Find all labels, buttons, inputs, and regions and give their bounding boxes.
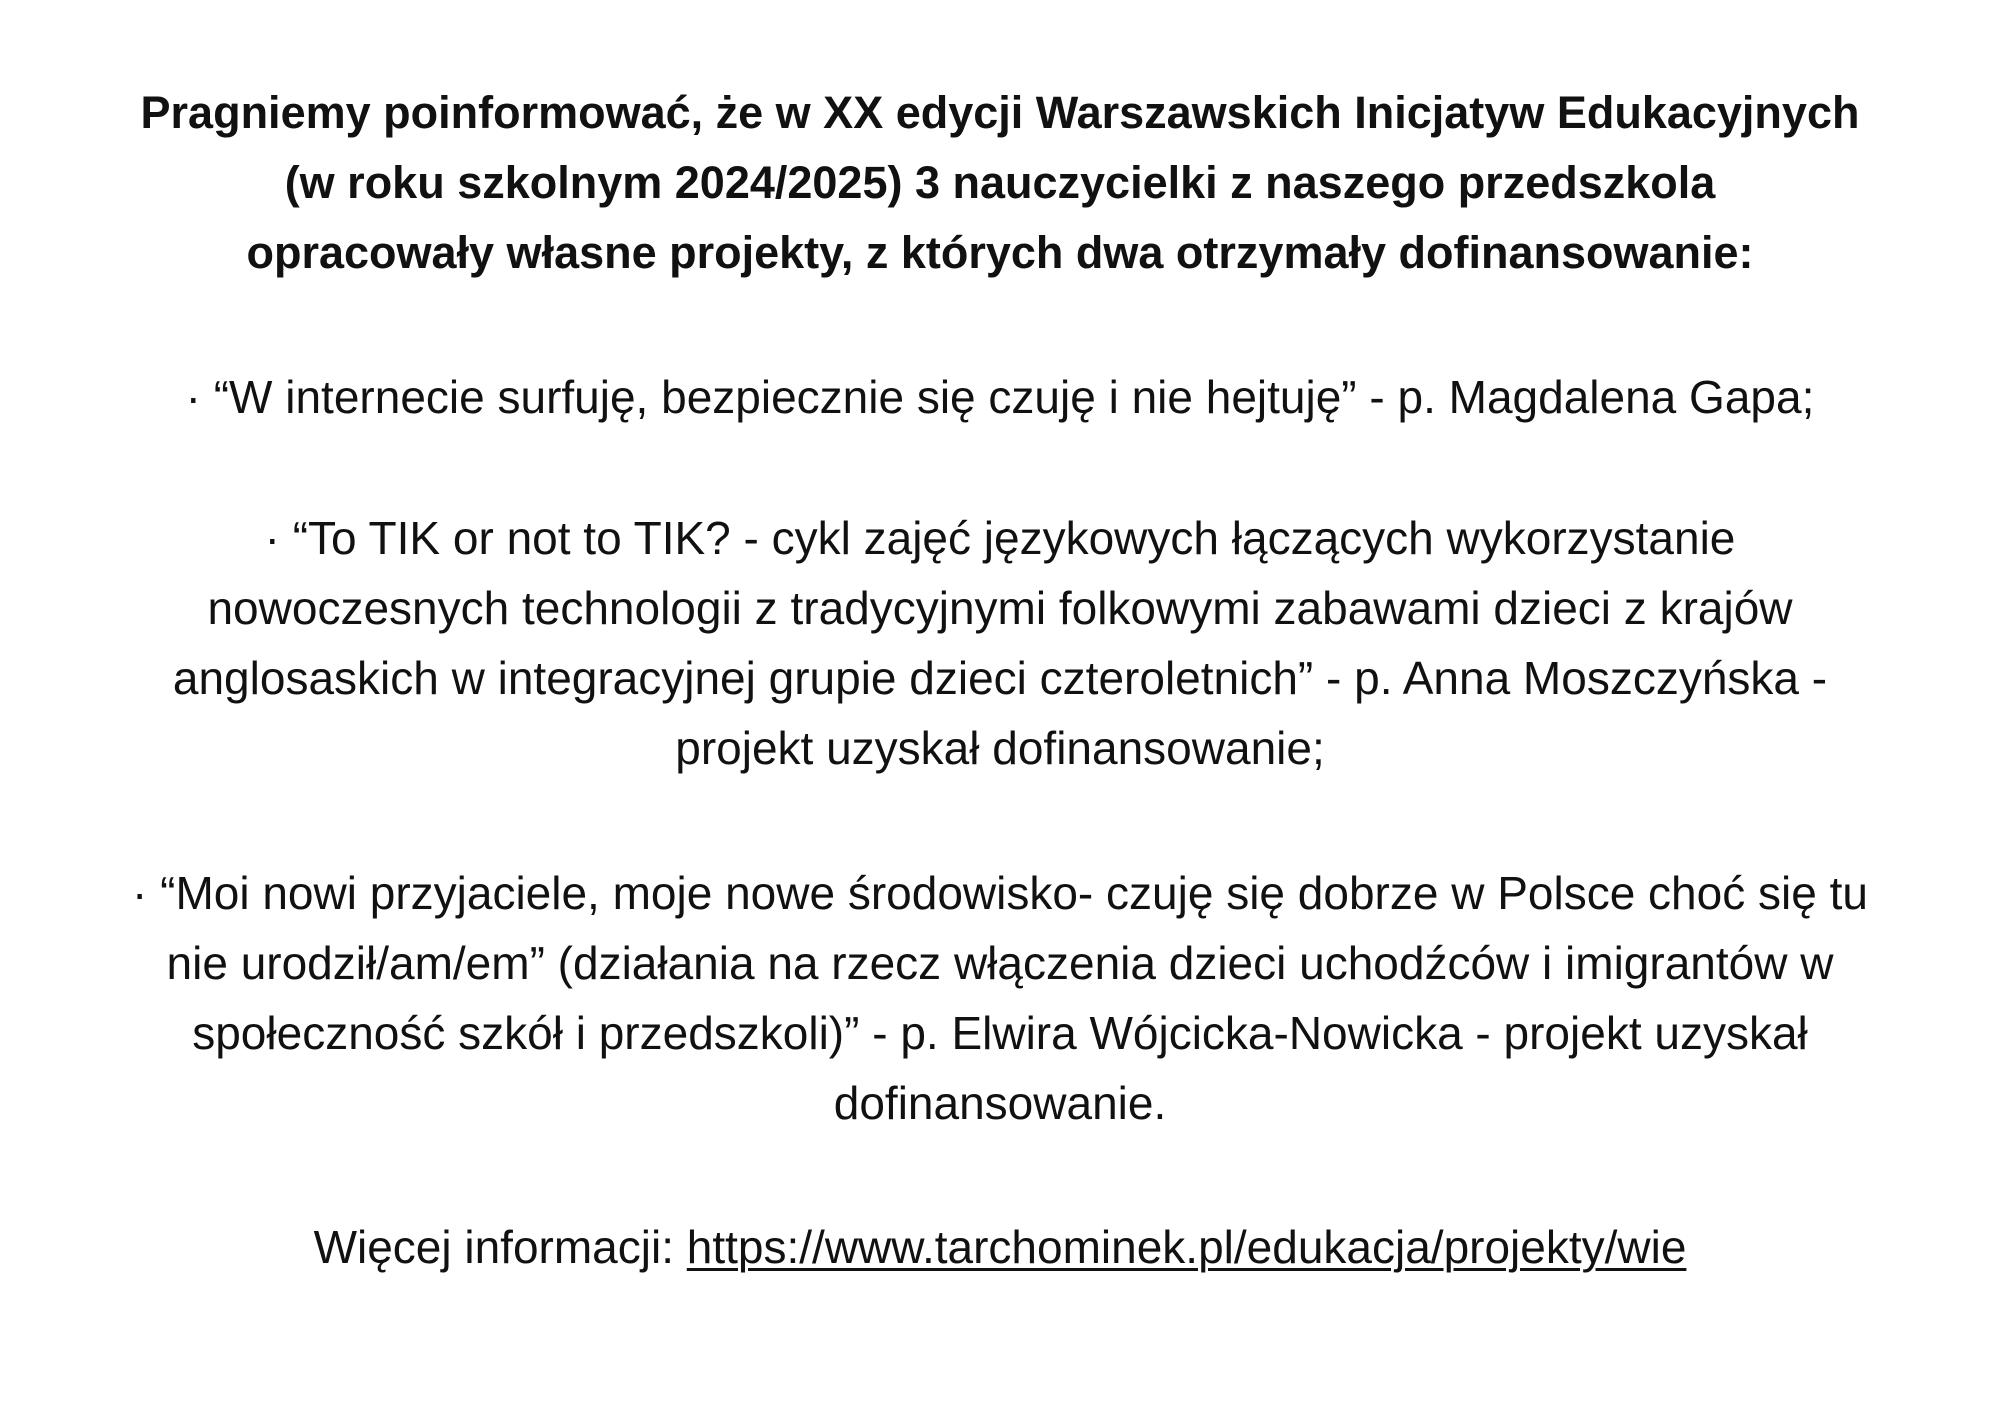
project-line: dofinansowanie. [833,1077,1167,1129]
project-line: nie urodził/am/em” (działania na rzecz włączenia dzieci uchodźców i imigrantów w [166,937,1834,989]
intro-line: opracowały własne projekty, z których dwa otrzymały dofinansowanie: [246,227,1754,278]
project-line: projekt uzyskał dofinansowanie; [675,722,1325,774]
project-line: · “Moi nowi przyjaciele, moje nowe środowisko- czuję się dobrze w Polsce choć się tu [132,867,1868,919]
intro-paragraph [20,78,1980,288]
intro-line: Pragniemy poinformować, że w XX edycji Warszawskich Inicjatyw Edukacyjnych [140,87,1860,138]
project-item-new-friends [30,858,1970,1138]
project-line: · “W internecie surfuję, bezpiecznie się czuję i nie hejtuję” - p. Magdalena Gapa; [185,371,1815,423]
project-line: nowoczesnych technologii z tradycyjnymi folkowymi zabawami dzieci z krajów [207,582,1793,634]
more-info [0,1212,2000,1282]
intro-line: (w roku szkolnym 2024/2025) 3 nauczycielki z naszego przedszkola [284,157,1716,208]
project-item-tik [30,503,1970,783]
more-info-label: Więcej informacji: [313,1221,687,1273]
project-line: · “To TIK or not to TIK? - cykl zajęć językowych łączących wykorzystanie [264,512,1736,564]
project-item-internet-safety [30,362,1970,432]
project-line: anglosaskich w integracyjnej grupie dzieci czteroletnich” - p. Anna Moszczyńska - [172,652,1828,704]
project-line: społeczność szkół i przedszkoli)” - p. Elwira Wójcicka-Nowicka - projekt uzyskał [192,1007,1808,1059]
more-info-link[interactable]: https://www.tarchominek.pl/edukacja/projekty/wie [686,1221,1687,1273]
